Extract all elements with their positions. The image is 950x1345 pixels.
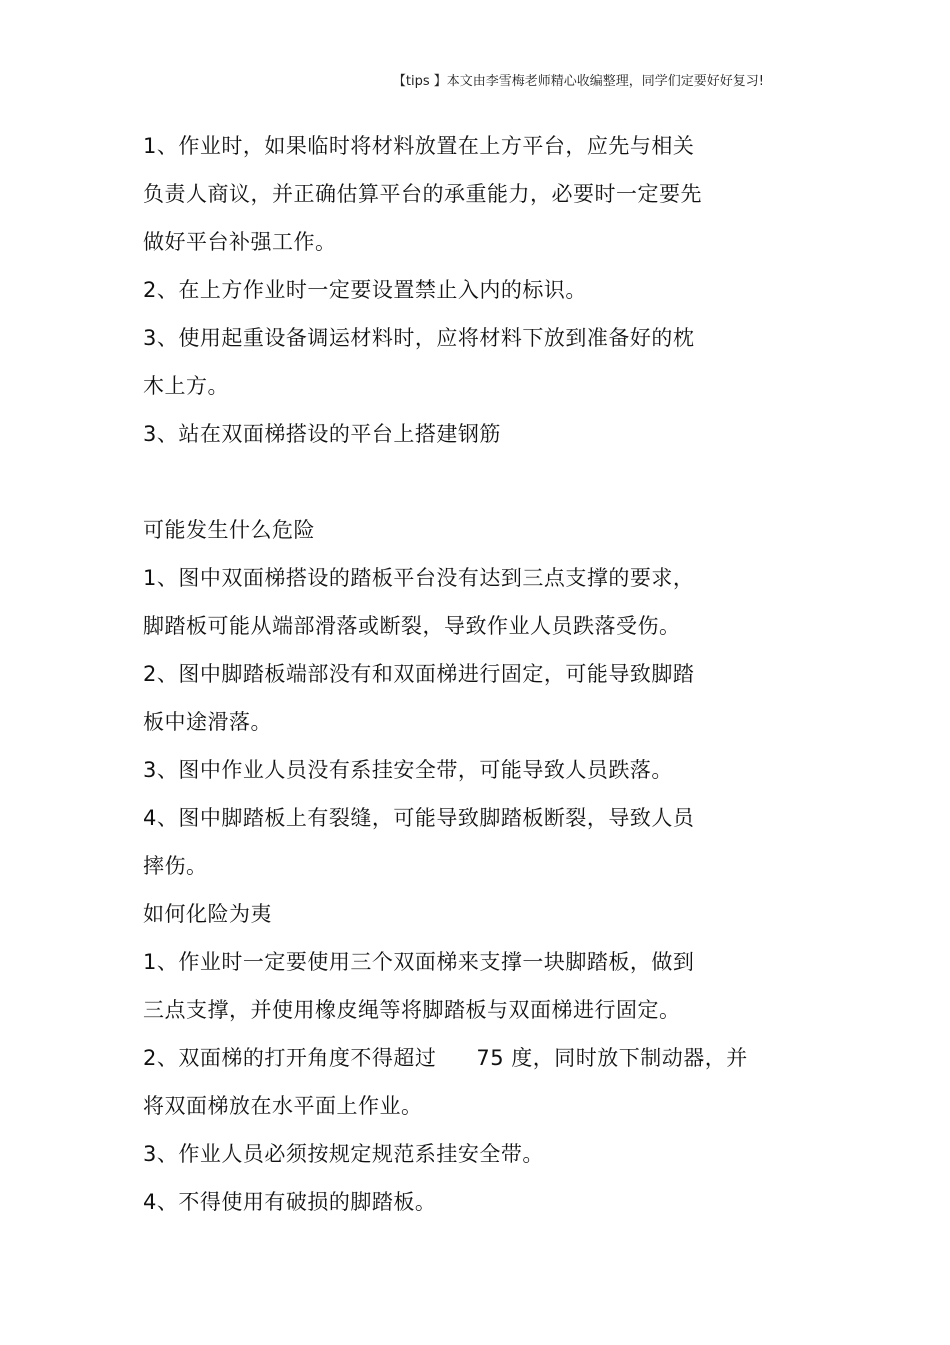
- text-line: 1、图中双面梯搭设的踏板平台没有达到三点支撑的要求，: [143, 566, 695, 590]
- text-line: 负责人商议，并正确估算平台的承重能力，必要时一定要先: [143, 182, 702, 206]
- text-line: 1、作业时一定要使用三个双面梯来支撑一块脚踏板，做到: [143, 950, 695, 974]
- text-line: 3、站在双面梯搭设的平台上搭建钢筋: [143, 422, 501, 446]
- header-tip: 【tips 】本文由李雪梅老师精心收编整理，同学们定要好好复习!: [392, 74, 764, 89]
- text-line: 3、图中作业人员没有系挂安全带，可能导致人员跌落。: [143, 758, 673, 782]
- text-line: 将双面梯放在水平面上作业。: [143, 1094, 423, 1118]
- text-segment: 75 度，同时放下制动器，并: [476, 1046, 748, 1070]
- section-heading: 如何化险为夷: [143, 902, 272, 926]
- text-line: 4、不得使用有破损的脚踏板。: [143, 1190, 437, 1214]
- text-segment: 2、双面梯的打开角度不得超过: [143, 1046, 437, 1070]
- text-line: 脚踏板可能从端部滑落或断裂，导致作业人员跌落受伤。: [143, 614, 681, 638]
- text-line: [143, 1043, 748, 1073]
- text-line: 4、图中脚踏板上有裂缝，可能导致脚踏板断裂，导致人员: [143, 806, 695, 830]
- text-line: 1、作业时，如果临时将材料放置在上方平台，应先与相关: [143, 134, 695, 158]
- text-line: 3、使用起重设备调运材料时，应将材料下放到准备好的枕: [143, 326, 695, 350]
- text-line: 2、在上方作业时一定要设置禁止入内的标识。: [143, 278, 587, 302]
- text-line: 2、图中脚踏板端部没有和双面梯进行固定，可能导致脚踏: [143, 662, 695, 686]
- text-line: 木上方。: [143, 374, 229, 398]
- text-line: 3、作业人员必须按规定规范系挂安全带。: [143, 1142, 544, 1166]
- text-line: 板中途滑落。: [143, 710, 272, 734]
- text-line: 三点支撑，并使用橡皮绳等将脚踏板与双面梯进行固定。: [143, 998, 681, 1022]
- text-line: 做好平台补强工作。: [143, 230, 337, 254]
- section-heading: 可能发生什么危险: [143, 518, 315, 542]
- text-line: 摔伤。: [143, 854, 208, 878]
